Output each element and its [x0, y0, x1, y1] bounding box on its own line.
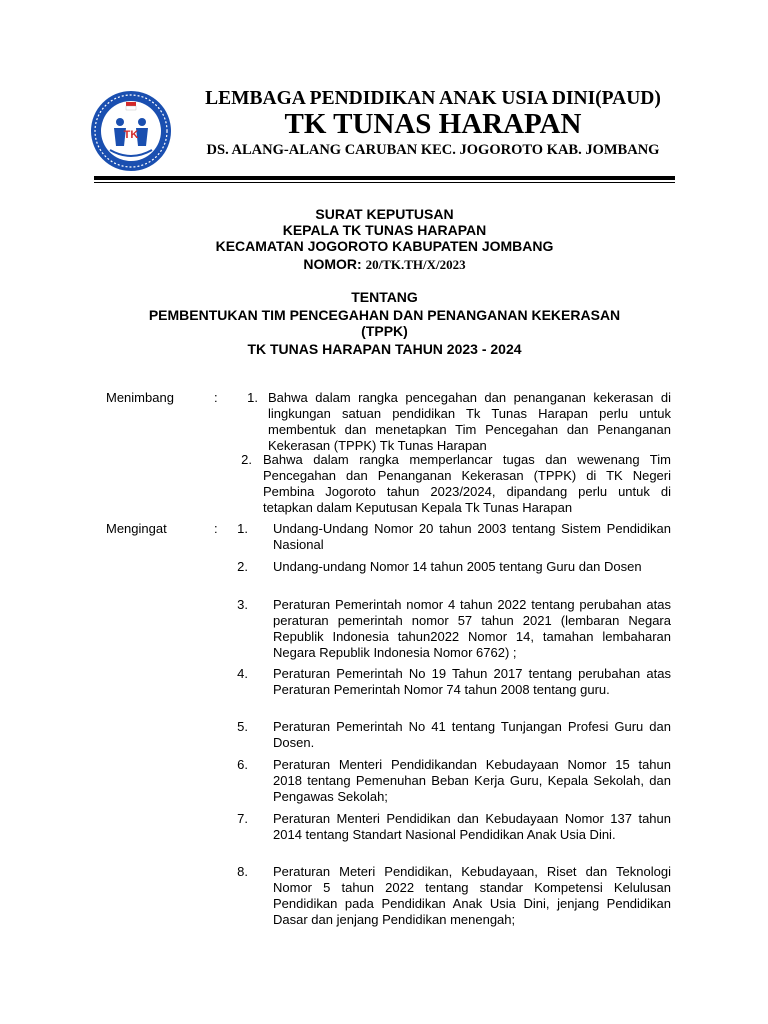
- mengingat-num: 5.: [237, 719, 248, 734]
- mengingat-num: 8.: [237, 864, 248, 879]
- doc-number-label: NOMOR:: [303, 256, 366, 272]
- mengingat-num: 6.: [237, 757, 248, 772]
- doc-title-region: KECAMATAN JOGOROTO KABUPATEN JOMBANG: [215, 238, 554, 254]
- mengingat-item: Peraturan Pemerintah No 41 tentang Tunjangan Profesi Guru dan Dosen.: [273, 719, 671, 750]
- letterhead-rule-thin: [94, 182, 675, 183]
- mengingat-num: 1.: [237, 521, 248, 536]
- mengingat-item: Peraturan Menteri Pendidikan dan Kebudayaan Nomor 137 tahun 2014 tentang Standart Nasional Pendidikan Anak Usia Dini.: [273, 811, 671, 842]
- mengingat-item: Peraturan Meteri Pendidikan, Kebudayaan, Riset dan Teknologi Nomor 5 tahun 2022 tentang standar Kompetensi Kelulusan Pendidikan pada Pendidikan Anak Usia Dini, jenjang Pendidikan Dasar dan jenjang Pendidikan menengah;: [273, 864, 671, 927]
- menimbang-num: 2.: [241, 452, 252, 467]
- mengingat-item: Undang-undang Nomor 14 tahun 2005 tentang Guru dan Dosen: [273, 559, 642, 574]
- doc-number-value: 20/TK.TH/X/2023: [365, 257, 466, 272]
- mengingat-num: 2.: [237, 559, 248, 574]
- menimbang-item: Bahwa dalam rangka pencegahan dan penanganan kekerasan di lingkungan satuan pendidikan Tk Tunas Harapan perlu untuk membentuk dan menetapkan Tim Pencegahan dan Penanganan Kekerasan (TPPK) Tk Tunas Harapan: [268, 390, 671, 453]
- school-logo: [90, 90, 172, 172]
- logo-text: TK: [123, 129, 139, 141]
- menimbang-label: Menimbang: [106, 390, 174, 405]
- school-name: TK TUNAS HARAPAN: [284, 108, 582, 140]
- mengingat-num: 7.: [237, 811, 248, 826]
- mengingat-num: 3.: [237, 597, 248, 612]
- menimbang-num: 1.: [247, 390, 258, 405]
- subject-line-1: PEMBENTUKAN TIM PENCEGAHAN DAN PENANGANAN KEKERASAN: [148, 307, 621, 323]
- subject-line-2: (TPPK): [361, 323, 408, 339]
- doc-title-issuer: KEPALA TK TUNAS HARAPAN: [282, 222, 487, 238]
- mengingat-item: Peraturan Menteri Pendidikandan Kebudayaan Nomor 15 tahun 2018 tentang Pemenuhan Beban Kerja Guru, Kepala Sekolah, dan Pengawas Sekolah;: [273, 757, 671, 804]
- mengingat-label: Mengingat: [106, 521, 167, 536]
- subject-line-3: TK TUNAS HARAPAN TAHUN 2023 - 2024: [247, 341, 522, 357]
- doc-number: [94, 256, 675, 273]
- about-heading: TENTANG: [351, 289, 418, 305]
- menimbang-colon: :: [214, 390, 218, 405]
- institution-name: LEMBAGA PENDIDIKAN ANAK USIA DINI(PAUD): [205, 88, 661, 109]
- letterhead-rule-thick: [94, 176, 675, 180]
- menimbang-item: Bahwa dalam rangka memperlancar tugas dan wewenang Tim Pencegahan dan Penanganan Kekerasan (TPPK) di TK Negeri Pembina Jogoroto tahun 2023/2024, dipandang perlu untuk di tetapkan dalam Keputusan Kepala Tk Tunas Harapan: [263, 452, 671, 515]
- mengingat-item: Peraturan Pemerintah No 19 Tahun 2017 tentang perubahan atas Peraturan Pemerintah Nomor 74 tahun 2008 tentang guru.: [273, 666, 671, 697]
- school-address: DS. ALANG-ALANG CARUBAN KEC. JOGOROTO KAB. JOMBANG: [206, 142, 660, 158]
- mengingat-colon: :: [214, 521, 218, 536]
- doc-title: SURAT KEPUTUSAN: [315, 206, 454, 222]
- mengingat-item: Undang-Undang Nomor 20 tahun 2003 tentang Sistem Pendidikan Nasional: [273, 521, 671, 552]
- mengingat-item: Peraturan Pemerintah nomor 4 tahun 2022 tentang perubahan atas peraturan pemerintah nomor 57 tahun 2021 (lembaran Negara Republik Indonesia tahun2022 Nomor 14, tamahan lembaharan Negara Republik Indonesia Nomor 6762) ;: [273, 597, 671, 660]
- mengingat-num: 4.: [237, 666, 248, 681]
